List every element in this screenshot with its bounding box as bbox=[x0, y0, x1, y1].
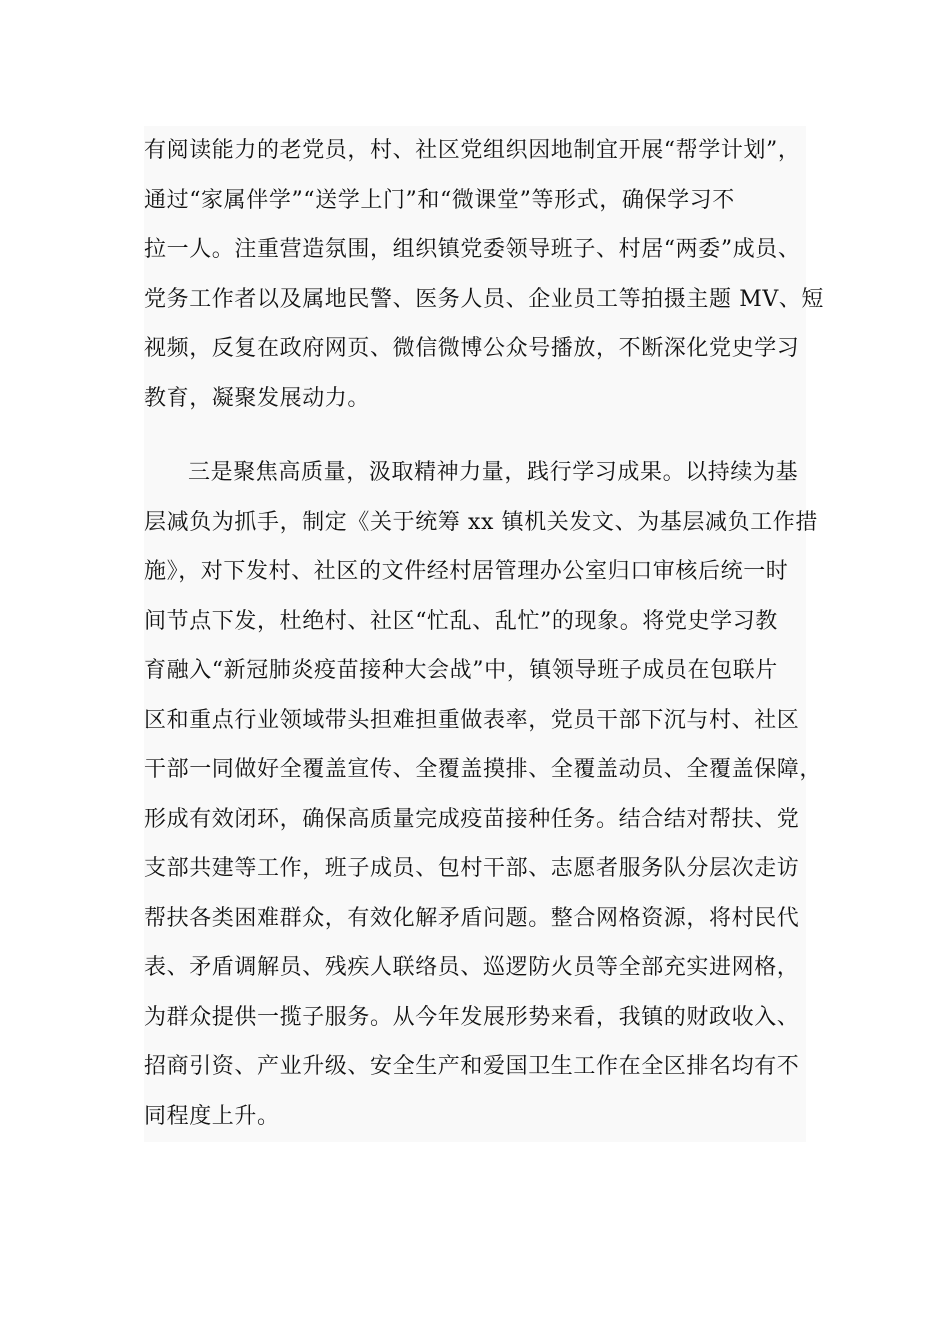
paragraph-line: 支部共建等工作，班子成员、包村干部、志愿者服务队分层次走访 bbox=[144, 856, 800, 881]
paragraph-line: 三是聚焦高质量，汲取精神力量，践行学习成果。以持续为基 bbox=[188, 460, 799, 485]
paragraph-line: 施》，对下发村、社区的文件经村居管理办公室归口审核后统一时 bbox=[144, 559, 789, 584]
paragraph-line: 育融入“新冠肺炎疫苗接种大会战”中，镇领导班子成员在包联片 bbox=[144, 658, 778, 683]
paragraph-line: 招商引资、产业升级、安全生产和爱国卫生工作在全区排名均有不 bbox=[144, 1054, 800, 1079]
paragraph-line: 表、矛盾调解员、残疾人联络员、巡逻防火员等全部充实进网格， bbox=[144, 955, 800, 980]
paragraph-line: 通过“家属伴学”“送学上门”和“微课堂”等形式，确保学习不 bbox=[144, 187, 735, 213]
text-block bbox=[144, 126, 825, 1142]
paragraph-line: 干部一同做好全覆盖宣传、全覆盖摸排、全覆盖动员、全覆盖保障， bbox=[144, 757, 823, 782]
paragraph-line: 间节点下发，杜绝村、社区“忙乱、乱忙”的现象。将党史学习教 bbox=[144, 608, 778, 634]
paragraph-line: 视频，反复在政府网页、微信微博公众号播放，不断深化党史学习 bbox=[144, 336, 800, 361]
paragraph-line: 教育，凝聚发展动力。 bbox=[144, 385, 371, 411]
paragraph-line: 拉一人。注重营造氛围，组织镇党委领导班子、村居“两委”成员、 bbox=[144, 237, 801, 262]
paragraph-2 bbox=[144, 448, 824, 1141]
paragraph-line: 有阅读能力的老党员，村、社区党组织因地制宜开展“帮学计划”， bbox=[144, 138, 801, 163]
paragraph-line: 帮扶各类困难群众，有效化解矛盾问题。整合网格资源，将村民代 bbox=[144, 905, 800, 931]
paragraph-line: 为群众提供一揽子服务。从今年发展形势来看，我镇的财政收入、 bbox=[144, 1004, 800, 1030]
paragraph-line: 党务工作者以及属地民警、医务人员、企业员工等拍摄主题 MV、短 bbox=[144, 286, 825, 312]
paragraph-line: 层减负为抓手，制定《关于统筹 xx 镇机关发文、为基层减负工作措 bbox=[144, 509, 819, 535]
paragraph-line: 同程度上升。 bbox=[144, 1103, 280, 1129]
paragraph-1 bbox=[144, 126, 824, 423]
paragraph-line: 形成有效闭环，确保高质量完成疫苗接种任务。结合结对帮扶、党 bbox=[144, 806, 800, 832]
paragraph-line: 区和重点行业领域带头担难担重做表率，党员干部下沉与村、社区 bbox=[144, 707, 800, 733]
